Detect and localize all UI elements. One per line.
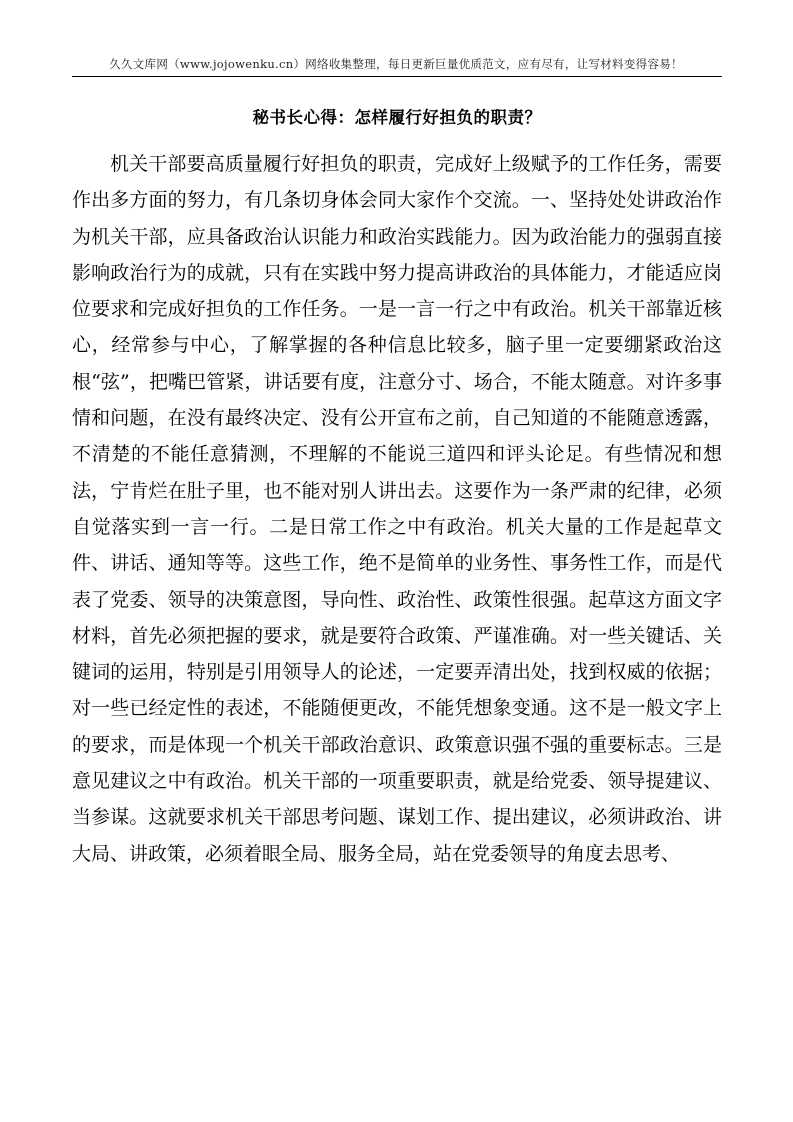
- header-divider: [72, 76, 722, 77]
- page-header: 久久文库网（www.jojowenku.cn）网络收集整理，每日更新巨量优质范文，应有尽有，让写材料变得容易！: [109, 57, 683, 71]
- document-title: 秘书长心得：怎样履行好担负的职责？: [252, 108, 542, 127]
- body-paragraph: 机关干部要高质量履行好担负的职责，完成好上级赋予的工作任务，需要作出多方面的努力，有几条切身体会同大家作个交流。一、坚持处处讲政治作为机关干部，应具备政治认识能力和政治实践能力。因为政治能力的强弱直接影响政治行为的成就，只有在实践中努力提高讲政治的具体能力，才能适应岗位要求和完成好担负的工作任务。一是一言一行之中有政治。机关干部靠近核心，经常参与中心，了解掌握的各种信息比较多，脑子里一定要绷紧政治这根“弦”，把嘴巴管紧，讲话要有度，注意分寸、场合，不能太随意。对许多事情和问题，在没有最终决定、没有公开宣布之前，自己知道的不能随意透露，不清楚的不能任意猜测，不理解的不能说三道四和评头论足。有些情况和想法，宁肯烂在肚子里，也不能对别人讲出去。这要作为一条严肃的纪律，必须自觉落实到一言一行。二是日常工作之中有政治。机关大量的工作是起草文件、讲话、通知等等。这些工作，绝不是简单的业务性、事务性工作，而是代表了党委、领导的决策意图，导向性、政治性、政策性很强。起草这方面文字材料，首先必须把握的要求，就是要符合政策、严谨准确。对一些关键话、关键词的运用，特别是引用领导人的论述，一定要弄清出处，找到权威的依据；对一些已经定性的表述，不能随便更改，不能凭想象变通。这不是一般文字上的要求，而是体现一个机关干部政治意识、政策意识强不强的重要标志。三是意见建议之中有政治。机关干部的一项重要职责，就是给党委、领导提建议、当参谋。这就要求机关干部思考问题、谋划工作、提出建议，必须讲政治、讲大局、讲政策，必须着眼全局、服务全局，站在党委领导的角度去思考、: [72, 153, 722, 865]
